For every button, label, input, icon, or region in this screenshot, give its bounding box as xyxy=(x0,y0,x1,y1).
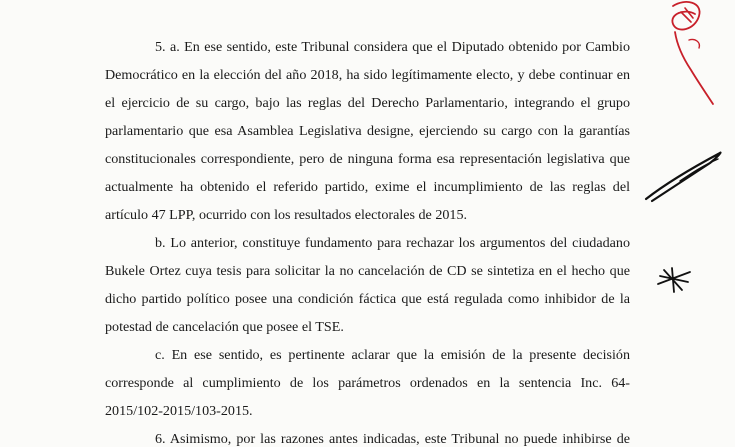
pb-line-2: Bukele Ortez cuya tesis para solicitar la no cancelación de CD se sintetiza en el hecho que xyxy=(105,263,630,279)
p5a-line-2: Democrático en la elección del año 2018, ha sido legítimamente electo, y debe continuar en xyxy=(105,67,630,83)
p5a-line-4: parlamentario que esa Asamblea Legislativa designe, ejerciendo su cargo con la garantías xyxy=(105,123,630,139)
pb-line-1: b. Lo anterior, constituye fundamento para rechazar los argumentos del ciudadano xyxy=(155,235,630,251)
p5a-line-5: constitucionales correspondiente, pero de ninguna forma esa representación legislativa que xyxy=(105,151,630,167)
pc-line-1: c. En ese sentido, es pertinente aclarar que la emisión de la presente decisión xyxy=(155,347,630,363)
pb-line-3: dicho partido político posee una condición fáctica que está regulada como inhibidor de la xyxy=(105,291,630,307)
stamp-star-icon xyxy=(650,262,700,298)
pb-line-4: potestad de cancelación que posee el TSE. xyxy=(105,319,344,335)
p6-line-1: 6. Asimismo, por las razones antes indicadas, este Tribunal no puede inhibirse de xyxy=(155,431,630,447)
p5a-line-6: actualmente ha obtenido el referido partido, exime el incumplimiento de las reglas del xyxy=(105,179,630,195)
pc-line-3: 2015/102-2015/103-2015. xyxy=(105,403,253,419)
p5a-line-7: artículo 47 LPP, ocurrido con los resultados electorales de 2015. xyxy=(105,207,468,223)
signature-pen-stroke-icon xyxy=(640,145,730,205)
signature-top-right-icon xyxy=(655,0,735,110)
p5a-line-3: el ejercicio de su cargo, bajo las reglas del Derecho Parlamentario, integrando el grupo xyxy=(105,95,630,111)
p5a-line-1: 5. a. En ese sentido, este Tribunal considera que el Diputado obtenido por Cambio xyxy=(155,39,630,55)
pc-line-2: corresponde al cumplimiento de los parámetros ordenados en la sentencia Inc. 64- xyxy=(105,375,630,391)
